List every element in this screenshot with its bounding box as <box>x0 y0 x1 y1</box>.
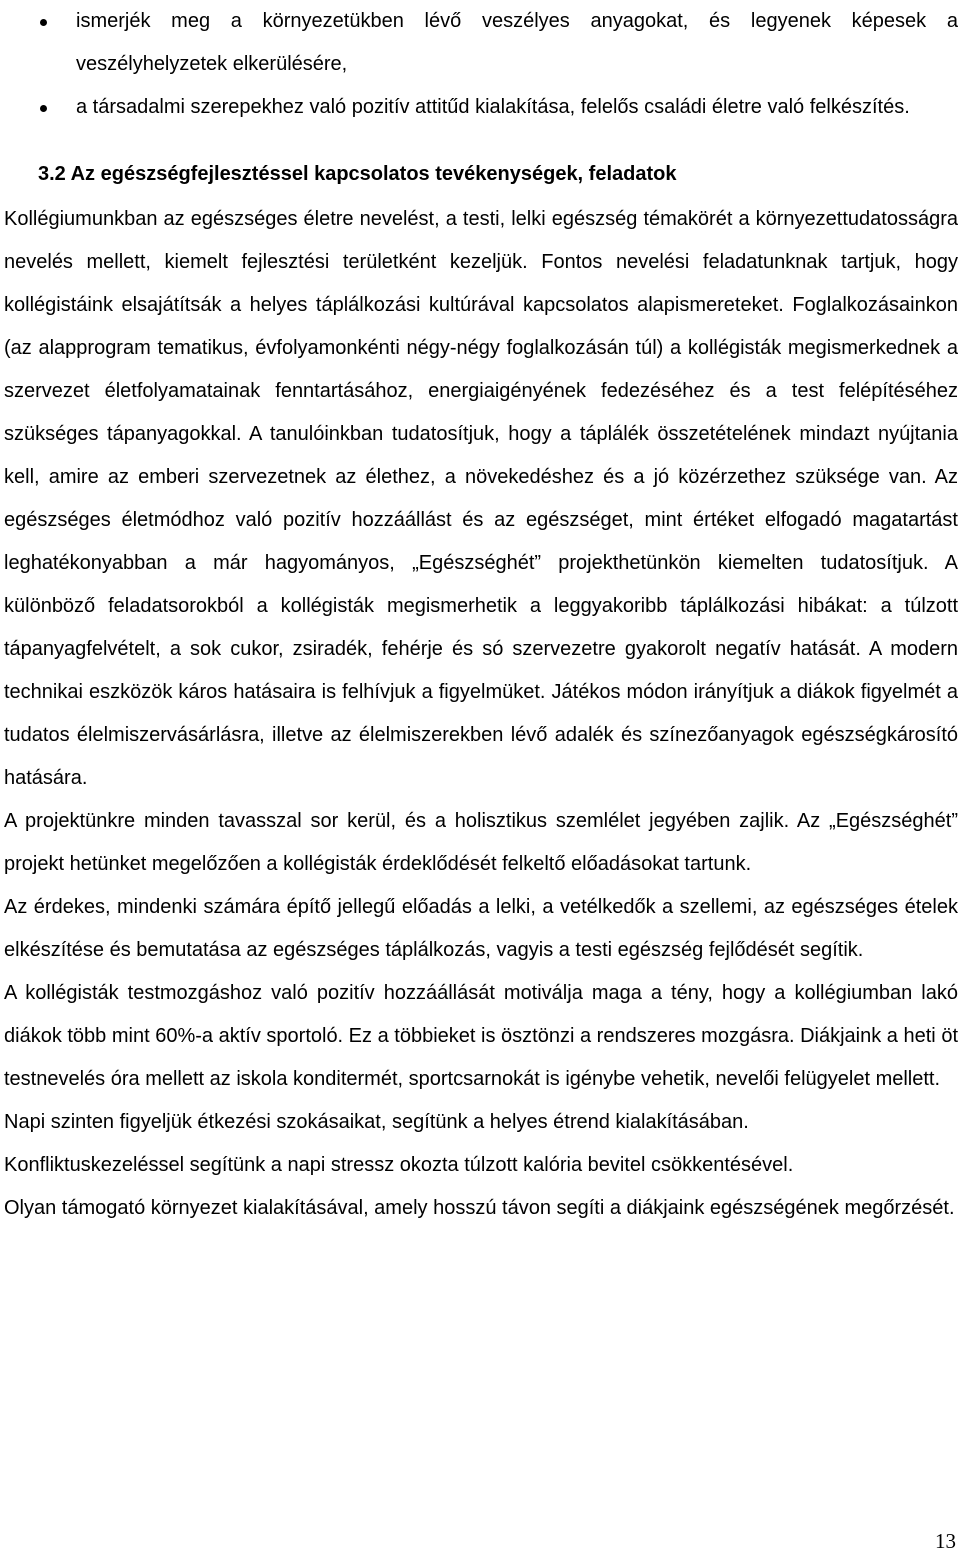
section-heading: 3.2 Az egészségfejlesztéssel kapcsolatos tevékenységek, feladatok <box>38 163 677 185</box>
bullet-dot-icon <box>40 19 47 26</box>
bullet-list <box>4 0 958 129</box>
bullet-item <box>4 0 958 86</box>
page-number: 13 <box>935 1529 956 1553</box>
paragraph: Olyan támogató környezet kialakításával, amely hosszú távon segíti a diákjaink egészségének megőrzését. <box>4 1197 955 1219</box>
paragraph: Az érdekes, mindenki számára építő jellegű előadás a lelki, a vetélkedők a szellemi, az egészséges ételek elkészítése és bemutatása az egészséges táplálkozás, vagyis a testi egészség fejlődését segítik. <box>4 896 958 961</box>
paragraph: Napi szinten figyeljük étkezési szokásaikat, segítünk a helyes étrend kialakításában. <box>4 1111 749 1133</box>
bullet-text: ismerjék meg a környezetükben lévő veszélyes anyagokat, és legyenek képesek a veszélyhelyzetek elkerülésére, <box>76 10 958 75</box>
paragraph: Konfliktuskezeléssel segítünk a napi stressz okozta túlzott kalória bevitel csökkentésével. <box>4 1154 794 1176</box>
paragraph: A kollégisták testmozgáshoz való pozitív hozzáállását motiválja maga a tény, hogy a kollégiumban lakó diákok több mint 60%-a aktív sportoló. Ez a többieket is ösztönzi a rendszeres mozgásra. Diákjaink a heti öt testnevelés óra mellett az iskola konditermét, sportcsarnokát is igénybe vehetik, nevelői felügyelet mellett. <box>4 982 958 1090</box>
bullet-dot-icon <box>40 105 47 112</box>
bullet-item <box>4 86 958 129</box>
paragraph: Kollégiumunkban az egészséges életre nevelést, a testi, lelki egészség témakörét a környezettudatosságra nevelés mellett, kiemelt fejlesztési területként kezeljük. Fontos nevelési feladatunknak tartjuk, hogy kollégistáink elsajátítsák a helyes táplálkozási kultúrával kapcsolatos alapismereteket. Foglalkozásainkon (az alapprogram tematikus, évfolyamonkénti négy-négy foglalkozásán túl) a kollégisták megismerkednek a szervezet életfolyamatainak fenntartásához, energiaigényének fedezéséhez és a test felépítéséhez szükséges tápanyagokkal. A tanulóinkban tudatosítjuk, hogy a táplálék összetételének mindazt nyújtania kell, amire az emberi szervezetnek az élethez, a növekedéshez és a jó közérzethez szüksége van. Az egészséges életmódhoz való pozitív hozzáállást és az egészséget, mint értéket elfogadó magatartást leghatékonyabban a már hagyományos, „Egészséghét” projekthetünkön kiemelten tudatosítjuk. A különböző feladatsorokból a kollégisták megismerhetik a leggyakoribb táplálkozási hibákat: a túlzott tápanyagfelvételt, a sok cukor, zsiradék, fehérje és só szervezetre gyakorolt negatív hatását. A modern technikai eszközök káros hatásaira is felhívjuk a figyelmüket. Játékos módon irányítjuk a diákok figyelmét a tudatos élelmiszervásárlásra, illetve az élelmiszerekben lévő adalék és színezőanyagok egészségkárosító hatására. <box>4 208 958 789</box>
document-page <box>4 0 958 1230</box>
paragraph: A projektünkre minden tavasszal sor kerül, és a holisztikus szemlélet jegyében zajlik. Az „Egészséghét” projekt hetünket megelőzően a kollégisták érdeklődését felkeltő előadásokat tartunk. <box>4 810 958 875</box>
bullet-text: a társadalmi szerepekhez való pozitív attitűd kialakítása, felelős családi életre való felkészítés. <box>76 96 910 118</box>
